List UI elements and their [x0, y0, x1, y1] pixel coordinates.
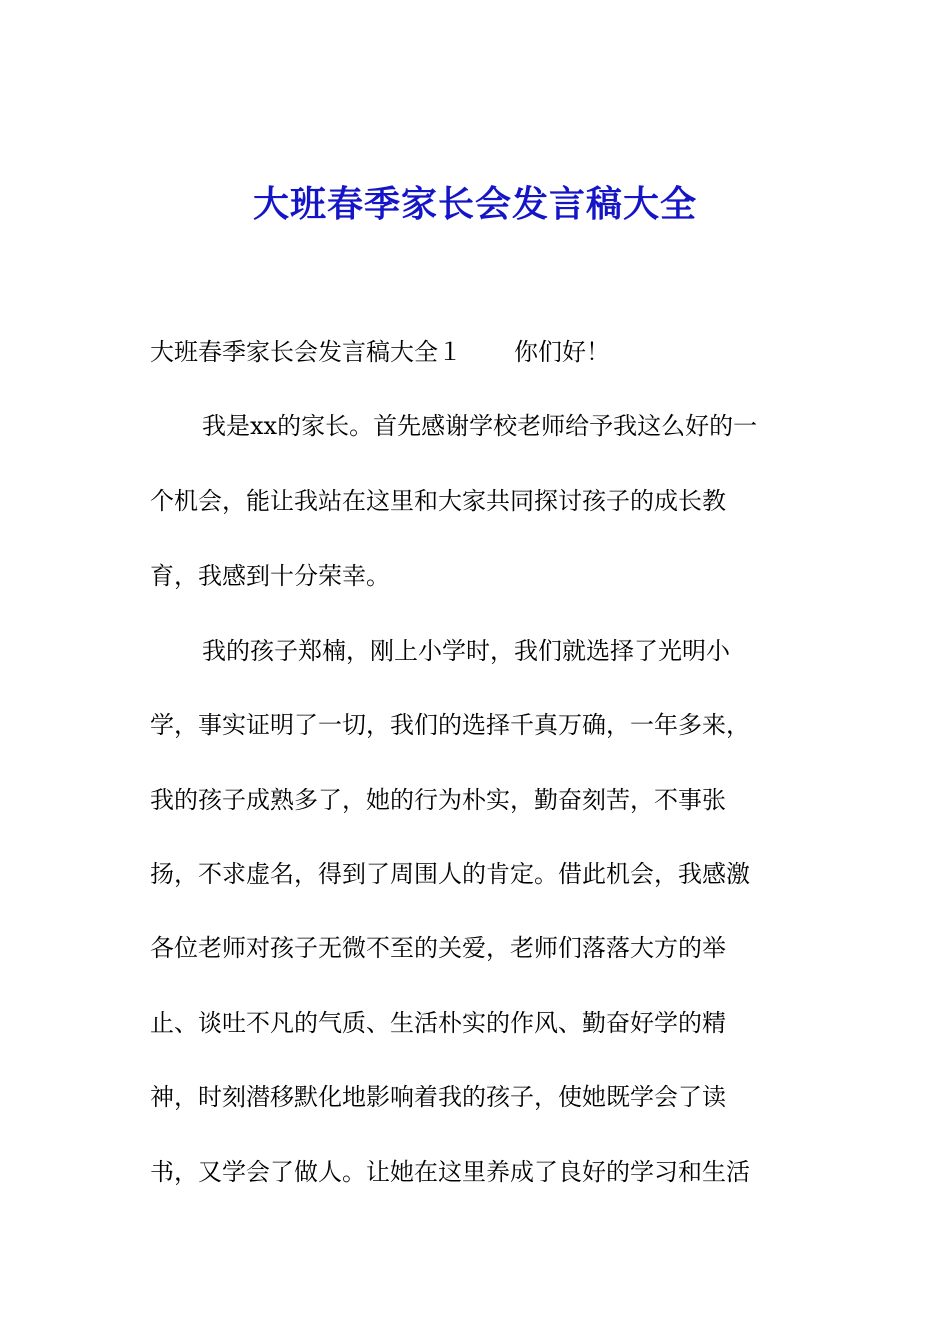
paragraph-line: 我的孩子成熟多了，她的行为朴实，勤奋刻苦，不事张 [150, 786, 726, 814]
paragraph-line: 扬，不求虚名，得到了周围人的肯定。借此机会，我感激 [150, 860, 750, 888]
paragraph-line: 我的孩子郑楠，刚上小学时，我们就选择了光明小 [202, 637, 730, 665]
intro-heading: 大班春季家长会发言稿大全１ [150, 338, 462, 366]
intro-line [150, 337, 610, 367]
paragraph-line: 学，事实证明了一切，我们的选择千真万确，一年多来， [150, 711, 750, 739]
paragraph-line: 神，时刻潜移默化地影响着我的孩子，使她既学会了读 [150, 1083, 726, 1111]
paragraph-line: 我是xx的家长。首先感谢学校老师给予我这么好的一 [202, 412, 758, 440]
paragraph-line: 个机会，能让我站在这里和大家共同探讨孩子的成长教 [150, 487, 726, 515]
paragraph-line: 书，又学会了做人。让她在这里养成了良好的学习和生活 [150, 1158, 750, 1186]
greeting: 你们好！ [514, 338, 610, 366]
paragraph-line: 育，我感到十分荣幸。 [150, 562, 390, 590]
paragraph-line: 止、谈吐不凡的气质、生活朴实的作风、勤奋好学的精 [150, 1009, 726, 1037]
paragraph-line: 各位老师对孩子无微不至的关爱，老师们落落大方的举 [150, 934, 726, 962]
document-title: 大班春季家长会发言稿大全 [252, 183, 697, 225]
